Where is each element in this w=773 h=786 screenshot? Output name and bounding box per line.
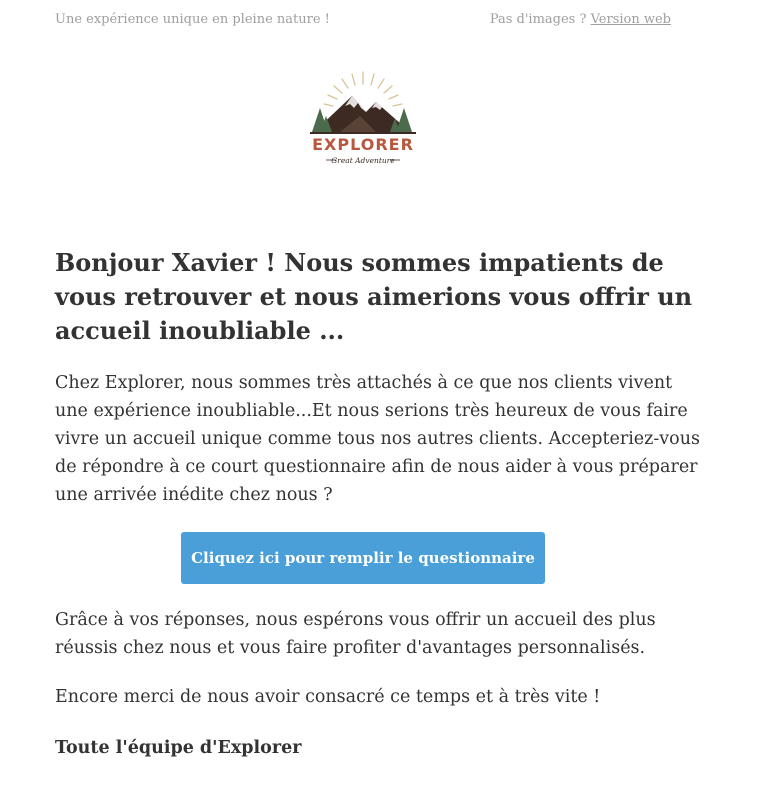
thanks-paragraph: Encore merci de nous avoir consacré ce temps et à très vite ! (55, 687, 601, 707)
intro-paragraph: Chez Explorer, nous sommes très attachés à ce que nos clients vivent une expérience inoubliable...Et nous serions très heureux de vous faire vivre un accueil unique comme tous nos autres clients. Accepteriez-vous de répondre à ce court questionnaire afin de nous aider à vous préparer une arrivée inédite chez nous ? (55, 373, 700, 505)
signature: Toute l'équipe d'Explorer (55, 738, 302, 758)
explorer-logo (300, 68, 426, 174)
email-heading: Bonjour Xavier ! Nous sommes impatients de vous retrouver et nous aimerions vous offrir un accueil inoubliable ... (55, 248, 693, 345)
no-images-text: Pas d'images ? (489, 12, 587, 27)
logo-wordmark: EXPLORER (312, 135, 414, 154)
logo-subtitle: Great Adventure (331, 156, 395, 165)
follow-up-paragraph: Grâce à vos réponses, nous espérons vous offrir un accueil des plus réussis chez nous et vous faire profiter d'avantages personnalisés. (55, 610, 656, 658)
preheader-right (490, 11, 671, 29)
preheader-tagline: Une expérience unique en pleine nature ! (55, 12, 330, 27)
sunburst-icon (324, 72, 402, 106)
web-version-link[interactable]: Version web (590, 12, 671, 27)
questionnaire-button[interactable]: Cliquez ici pour remplir le questionnaire (181, 532, 545, 584)
preheader-bar (55, 11, 671, 29)
